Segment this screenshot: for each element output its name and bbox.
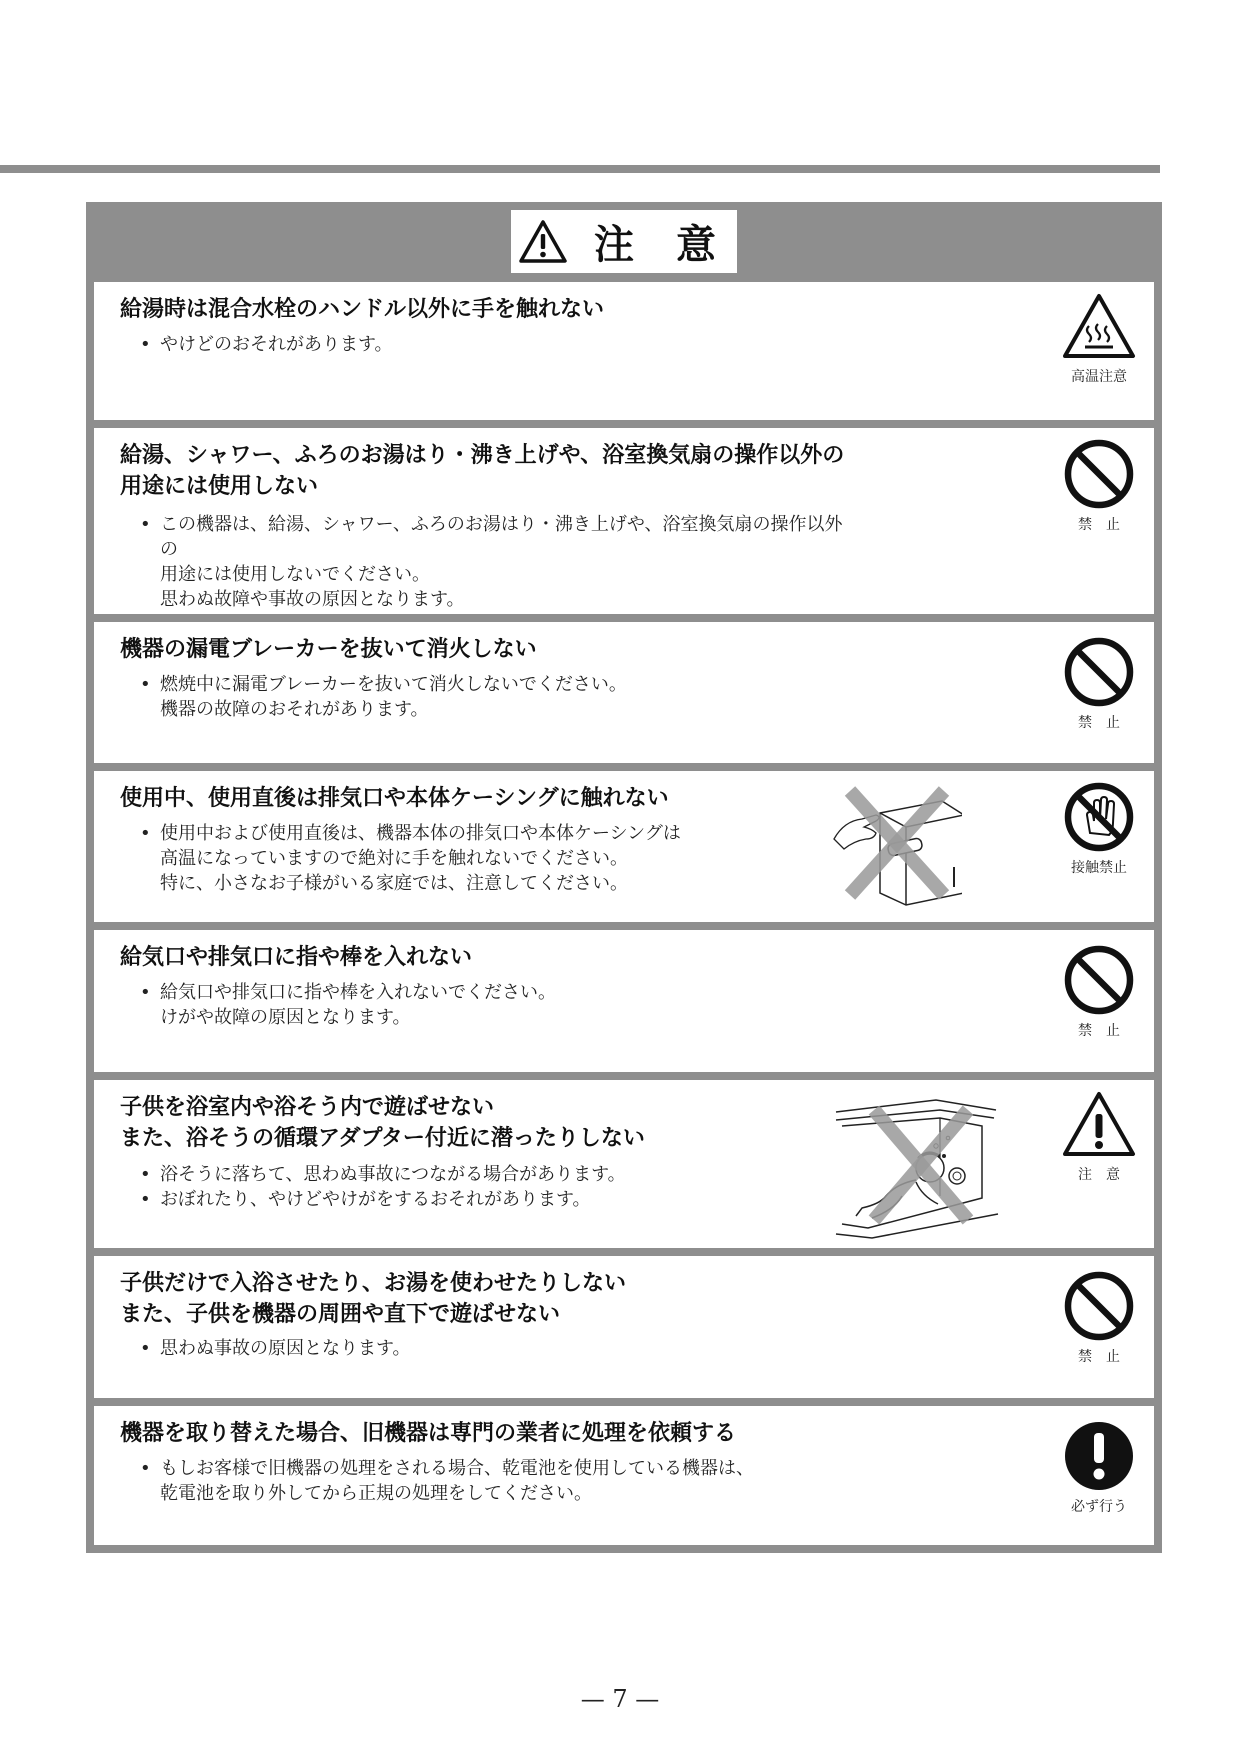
item-bullets [138, 332, 858, 357]
caution-item-disposal [94, 1406, 1154, 1545]
item-title: 給湯時は混合水栓のハンドル以外に手を触れない [120, 297, 605, 322]
symbol-label: 注 意 [1078, 1167, 1120, 1183]
symbol-mandatory [1054, 1420, 1144, 1516]
warning-triangle-icon [518, 219, 568, 265]
item-bullets [138, 1162, 858, 1212]
bullet-text: • この機器は、給湯、シャワー、ふろのお湯はり・沸き上げや、浴室換気扇の操作以外の 用途には使用しないでください。 思わぬ故障や事故の原因となります。 [138, 512, 858, 612]
caution-panel [86, 202, 1162, 1553]
item-bullets [138, 1336, 858, 1361]
caution-triangle-icon [1061, 1090, 1137, 1160]
caution-header-box [511, 210, 737, 273]
symbol-high-temperature [1054, 292, 1144, 386]
caution-title: 注 意 [594, 222, 730, 268]
symbol-label: 禁 止 [1078, 715, 1120, 731]
symbol-label: 禁 止 [1078, 517, 1120, 533]
bullet-text: • もしお客様で旧機器の処理をされる場合、乾電池を使用している機器は、 乾電池を取り外してから正規の処理をしてください。 [138, 1456, 858, 1506]
symbol-label: 必ず行う [1071, 1499, 1127, 1515]
symbol-label: 禁 止 [1078, 1023, 1120, 1039]
item-title: 機器を取り替えた場合、旧機器は専門の業者に処理を依頼する [120, 1421, 737, 1446]
caution-item-children-bathtub [94, 1080, 1154, 1248]
item-bullets [138, 821, 858, 896]
symbol-prohibited [1054, 944, 1144, 1040]
symbol-no-touch [1054, 781, 1144, 877]
item-title: 子供だけで入浴させたり、お湯を使わせたりしない また、子供を機器の周囲や直下で遊ばせない [120, 1271, 627, 1327]
caution-header [86, 202, 1162, 282]
prohibited-icon [1063, 636, 1135, 708]
symbol-label: 接触禁止 [1071, 860, 1127, 876]
symbol-prohibited [1054, 636, 1144, 732]
caution-item-children-alone [94, 1256, 1154, 1398]
symbol-label: 禁 止 [1078, 1349, 1120, 1365]
mandatory-action-icon [1063, 1420, 1135, 1492]
caution-item-air-vents [94, 930, 1154, 1072]
item-title: 使用中、使用直後は排気口や本体ケーシングに触れない [120, 786, 669, 811]
high-temperature-caution-icon [1061, 292, 1137, 362]
prohibited-icon [1063, 438, 1135, 510]
no-touch-icon [1063, 781, 1135, 853]
page-number: — 7 — [580, 1685, 660, 1713]
item-bullets [138, 1456, 858, 1506]
bullet-text: • おぼれたり、やけどやけがをするおそれがあります。 [138, 1187, 858, 1212]
bullet-text: • 思わぬ事故の原因となります。 [138, 1336, 858, 1361]
item-title: 給気口や排気口に指や棒を入れない [120, 945, 473, 970]
item-bullets [138, 672, 858, 722]
item-bullets [138, 980, 858, 1030]
symbol-caution [1054, 1090, 1144, 1184]
item-bullets [138, 512, 858, 612]
child-in-bathtub-crossed-illustration [832, 1096, 1002, 1240]
caution-item-hot-water-handle [94, 282, 1154, 420]
item-title: 給湯、シャワー、ふろのお湯はり・沸き上げや、浴室換気扇の操作以外の 用途には使用しない [120, 443, 845, 499]
symbol-label: 高温注意 [1071, 369, 1127, 385]
hand-touching-appliance-crossed-illustration [832, 783, 962, 909]
caution-item-breaker [94, 622, 1154, 763]
prohibited-icon [1063, 1270, 1135, 1342]
bullet-text: • 浴そうに落ちて、思わぬ事故につながる場合があります。 [138, 1162, 858, 1187]
bullet-text: • 給気口や排気口に指や棒を入れないでください。 けがや故障の原因となります。 [138, 980, 858, 1030]
symbol-prohibited [1054, 438, 1144, 534]
top-divider [0, 165, 1160, 173]
symbol-prohibited [1054, 1270, 1144, 1366]
bullet-text: • 燃焼中に漏電ブレーカーを抜いて消火しないでください。 機器の故障のおそれがあります。 [138, 672, 858, 722]
bullet-text: • やけどのおそれがあります。 [138, 332, 858, 357]
bullet-text: • 使用中および使用直後は、機器本体の排気口や本体ケーシングは 高温になっていますので絶対に手を触れないでください。 特に、小さなお子様がいる家庭では、注意してください。 [138, 821, 858, 896]
prohibited-icon [1063, 944, 1135, 1016]
caution-item-exhaust-casing [94, 771, 1154, 922]
caution-item-intended-use [94, 428, 1154, 614]
item-title: 機器の漏電ブレーカーを抜いて消火しない [120, 637, 537, 662]
item-title: 子供を浴室内や浴そう内で遊ばせない また、浴そうの循環アダプター付近に潜ったりしない [120, 1095, 645, 1151]
